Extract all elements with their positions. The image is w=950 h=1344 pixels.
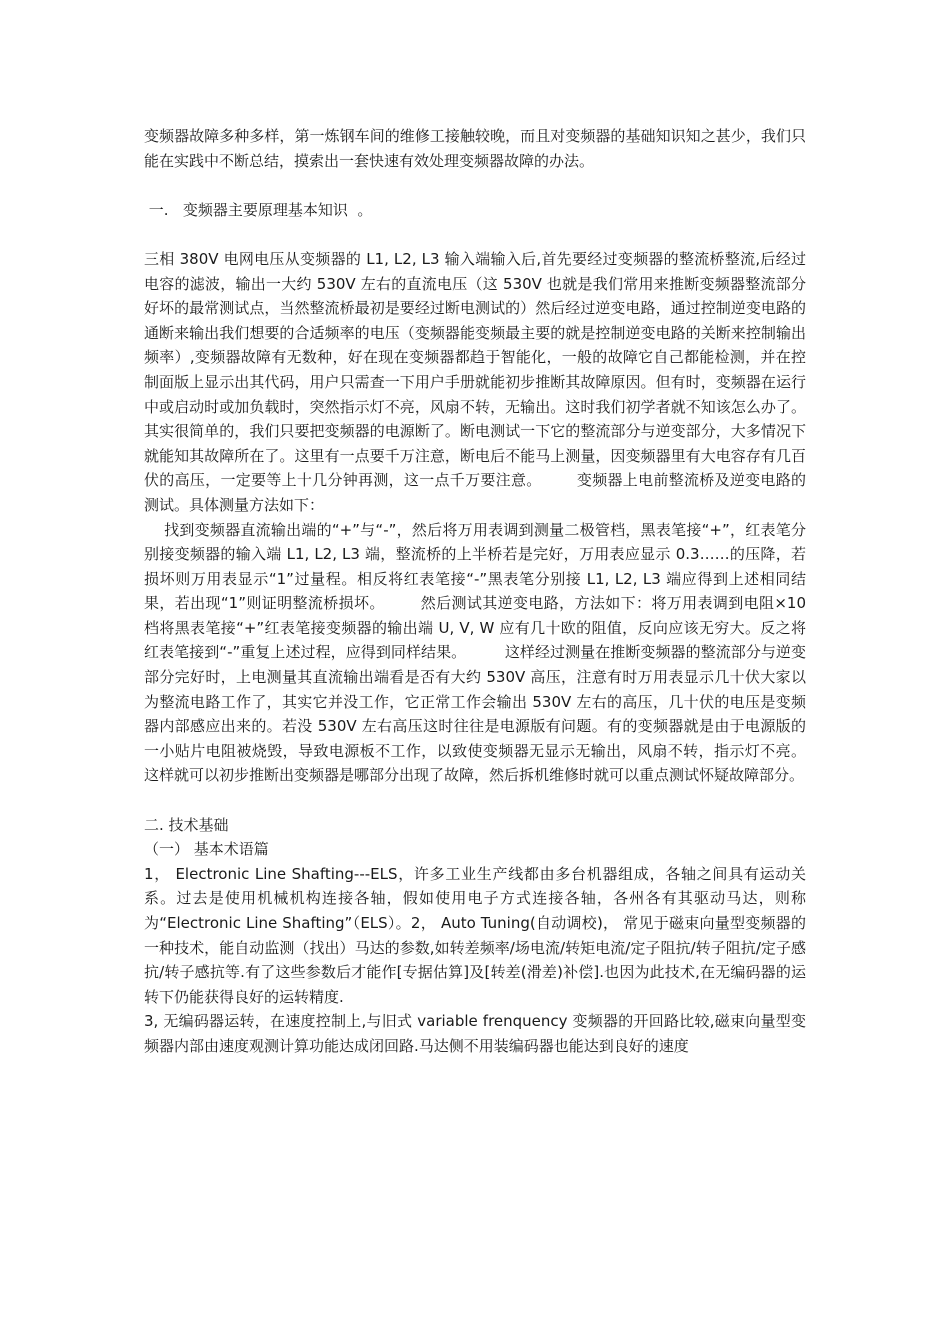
spacer: [144, 788, 806, 813]
section1-paragraph-1: 三相 380V 电网电压从变频器的 L1, L2, L3 输入端输入后,首先要经过变频器的整流桥整流,后经过电容的滤波，输出一大约 530V 左右的直流电压（这 530V 也就是我们常用来推断变频器整流部分好坏的最常测试点，当然整流桥最初是要经过断电测试的）然后经过逆变电路，通过控制逆变电路的通断来输出我们想要的合适频率的电压（变频器能变频最主要的就是控制逆变电路的关断来控制输出频率）,变频器故障有无数种，好在现在变频器都趋于智能化，一般的故障它自己都能检测，并在控制面版上显示出其代码，用户只需查一下用户手册就能初步推断其故障原因。但有时，变频器在运行中或启动时或加负载时，突然指示灯不亮，风扇不转，无输出。这时我们初学者就不知该怎么办了。其实很简单的，我们只要把变频器的电源断了。断电测试一下它的整流部分与逆变部分，大多情况下就能知其故障所在了。这里有一点要千万注意，断电后不能马上测量，因变频器里有大电容存有几百伏的高压，一定要等上十几分钟再测，这一点千万要注意。 变频器上电前整流桥及逆变电路的测试。具体测量方法如下：: [144, 249, 806, 514]
section1-paragraph-2: 找到变频器直流输出端的“+”与“-”，然后将万用表调到测量二极管档，黑表笔接“+”，红表笔分别接变频器的输入端 L1, L2, L3 端，整流桥的上半桥若是完好，万用表应显示 0.3……的压降，若损坏则万用表显示“1”过量程。相反将红表笔接“-”黑表笔分别接 L1, L2, L3 端应得到上述相同结果，若出现“1”则证明整流桥损坏。 然后测试其逆变电路，方法如下：将万用表调到电阻×10 档将黑表笔接“+”红表笔接变频器的输出端 U, V, W 应有几十欧的阻值，反向应该无穷大。反之将红表笔接到“-”重复上述过程，应得到同样结果。 这样经过测量在推断变频器的整流部分与逆变部分完好时，上电测量其直流输出端看是否有大约 530V 高压，注意有时万用表显示几十伏大家以为整流电路工作了，其实它并没工作，它正常工作会输出 530V 左右的高压，几十伏的电压是变频器内部感应出来的。若没 530V 左右高压这时往往是电源版有问题。有的变频器就是由于电源版的一小贴片电阻被烧毁，导致电源板不工作，以致使变频器无显示无输出，风扇不转，指示灯不亮。 这样就可以初步推断出变频器是哪部分出现了故障，然后拆机维修时就可以重点测试怀疑故障部分。: [144, 520, 830, 785]
section2-paragraph-1: 1， Electronic Line Shafting---ELS，许多工业生产线都由多台机器组成，各轴之间具有运动关系。过去是使用机械机构连接各轴，假如使用电子方式连接各轴，各州各有其驱动马达，则称为“Electronic Line Shafting”（ELS）。2， Auto Tuning(自动调校)， 常见于磁束向量型变频器的一种技术，能自动监测（找出）马达的参数,如转差频率/场电流/转矩电流/定子阻抗/转子阻抗/定子感抗/转子感抗等.有了这些参数后才能作[专据估算]及[转差(滑差)补偿].也因为此技术,在无编码器的运转下仍能获得良好的运转精度.: [144, 864, 806, 1006]
spacer: [144, 173, 806, 198]
intro-paragraph: 变频器故障多种多样，第一炼钢车间的维修工接触较晚，而且对变频器的基础知识知之甚少，我们只能在实践中不断总结，摸索出一套快速有效处理变频器故障的办法。: [144, 127, 806, 170]
section1-heading: 一. 变频器主要原理基本知识 。: [144, 200, 373, 219]
section2-subheading: （一） 基本术语篇: [144, 840, 269, 859]
section2-paragraph-2: 3, 无编码器运转，在速度控制上,与旧式 variable frenquency 变频器的开回路比较,磁束向量型变频器内部由速度观测计算功能达成闭回路.马达侧不用装编码器也能达到良好的速度: [144, 1012, 806, 1055]
section2-heading: 二. 技术基础: [144, 815, 229, 834]
spacer: [144, 222, 806, 247]
document-body: [144, 124, 830, 1059]
